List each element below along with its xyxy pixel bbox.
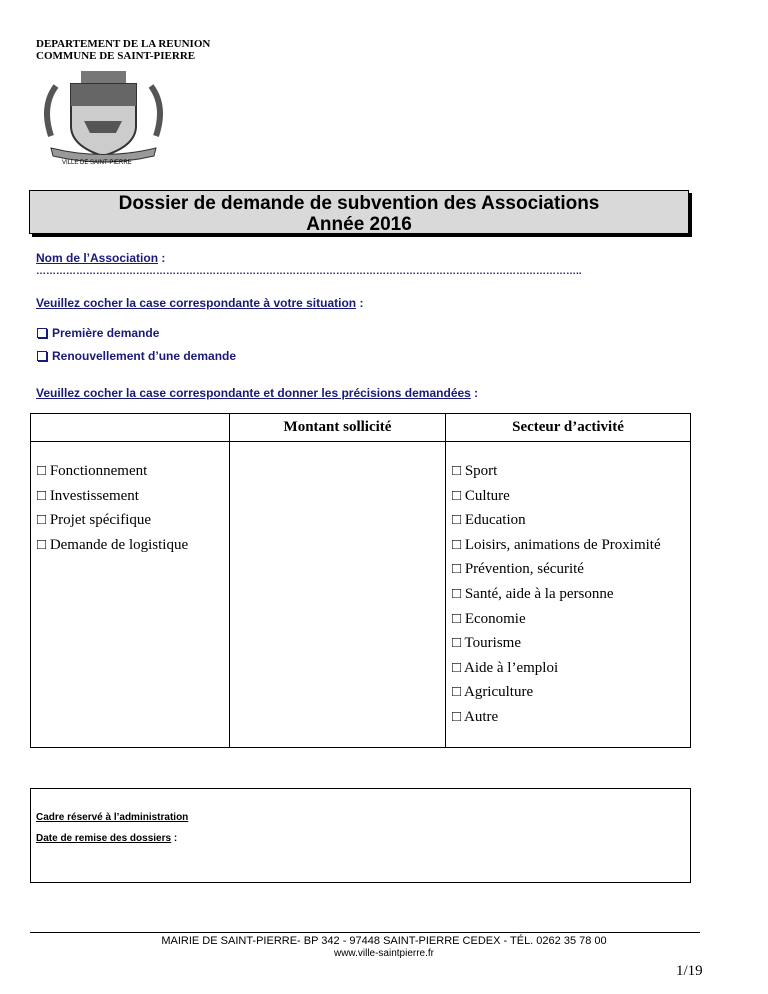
footer-divider — [30, 932, 700, 933]
sector-option[interactable]: □ Agriculture — [446, 680, 690, 705]
commune-heading: COMMUNE DE SAINT-PIERRE — [36, 50, 196, 62]
sector-option[interactable]: □ Loisirs, animations de Proximité — [446, 533, 690, 558]
header-sector: Secteur d’activité — [446, 414, 691, 442]
admin-box — [30, 788, 691, 883]
date-label: Date de remise des dossiers : — [36, 833, 178, 844]
department-heading: DEPARTEMENT DE LA REUNION — [36, 38, 211, 50]
footer-website[interactable]: www.ville-saintpierre.fr — [333, 948, 435, 959]
sector-option[interactable]: □ Tourisme — [446, 631, 690, 656]
sector-option[interactable]: □ Aide à l’emploi — [446, 656, 690, 681]
sector-option[interactable]: □ Santé, aide à la personne — [446, 582, 690, 607]
sector-option[interactable]: □ Prévention, sécurité — [446, 557, 690, 582]
amount-field[interactable] — [230, 442, 446, 748]
header-amount: Montant sollicité — [230, 414, 446, 442]
admin-title: Cadre réservé à l’administration — [36, 812, 189, 823]
sector-option[interactable]: □ Autre — [446, 705, 690, 730]
association-name-label: Nom de l’Association : — [36, 251, 166, 265]
request-table — [30, 413, 691, 748]
request-type-option[interactable]: □ Investissement — [31, 484, 229, 509]
logo-caption: VILLE DE SAINT-PIERRE — [62, 160, 132, 166]
checkbox-icon[interactable] — [37, 328, 47, 338]
sector-option[interactable]: □ Education — [446, 508, 690, 533]
request-type-option[interactable]: □ Demande de logistique — [31, 533, 229, 558]
coat-of-arms-logo — [36, 66, 171, 171]
request-type-option[interactable]: □ Projet spécifique — [31, 508, 229, 533]
document-title — [29, 190, 689, 234]
situation-label: Veuillez cocher la case correspondante à votre situation : — [36, 296, 364, 310]
sector-option[interactable]: □ Sport — [446, 459, 690, 484]
option-renewal[interactable]: Renouvellement d’une demande — [37, 349, 236, 363]
details-label: Veuillez cocher la case correspondante et donner les précisions demandées : — [36, 386, 479, 400]
option-first-request[interactable]: Première demande — [37, 326, 159, 340]
association-name-field[interactable]: ……………………………………………………………………………………………………………………………………………….. — [36, 266, 582, 277]
page-number: 1/19 — [676, 963, 703, 979]
title-line-2: Année 2016 — [306, 214, 412, 235]
title-line-1: Dossier de demande de subvention des Associations — [118, 193, 600, 214]
checkbox-icon[interactable] — [37, 351, 47, 361]
sector-option[interactable]: □ Economie — [446, 607, 690, 632]
footer-address: MAIRIE DE SAINT-PIERRE- BP 342 - 97448 SAINT-PIERRE CEDEX - TÉL. 0262 35 78 00 — [161, 935, 607, 947]
sector-option[interactable]: □ Culture — [446, 484, 690, 509]
request-type-option[interactable]: □ Fonctionnement — [31, 459, 229, 484]
